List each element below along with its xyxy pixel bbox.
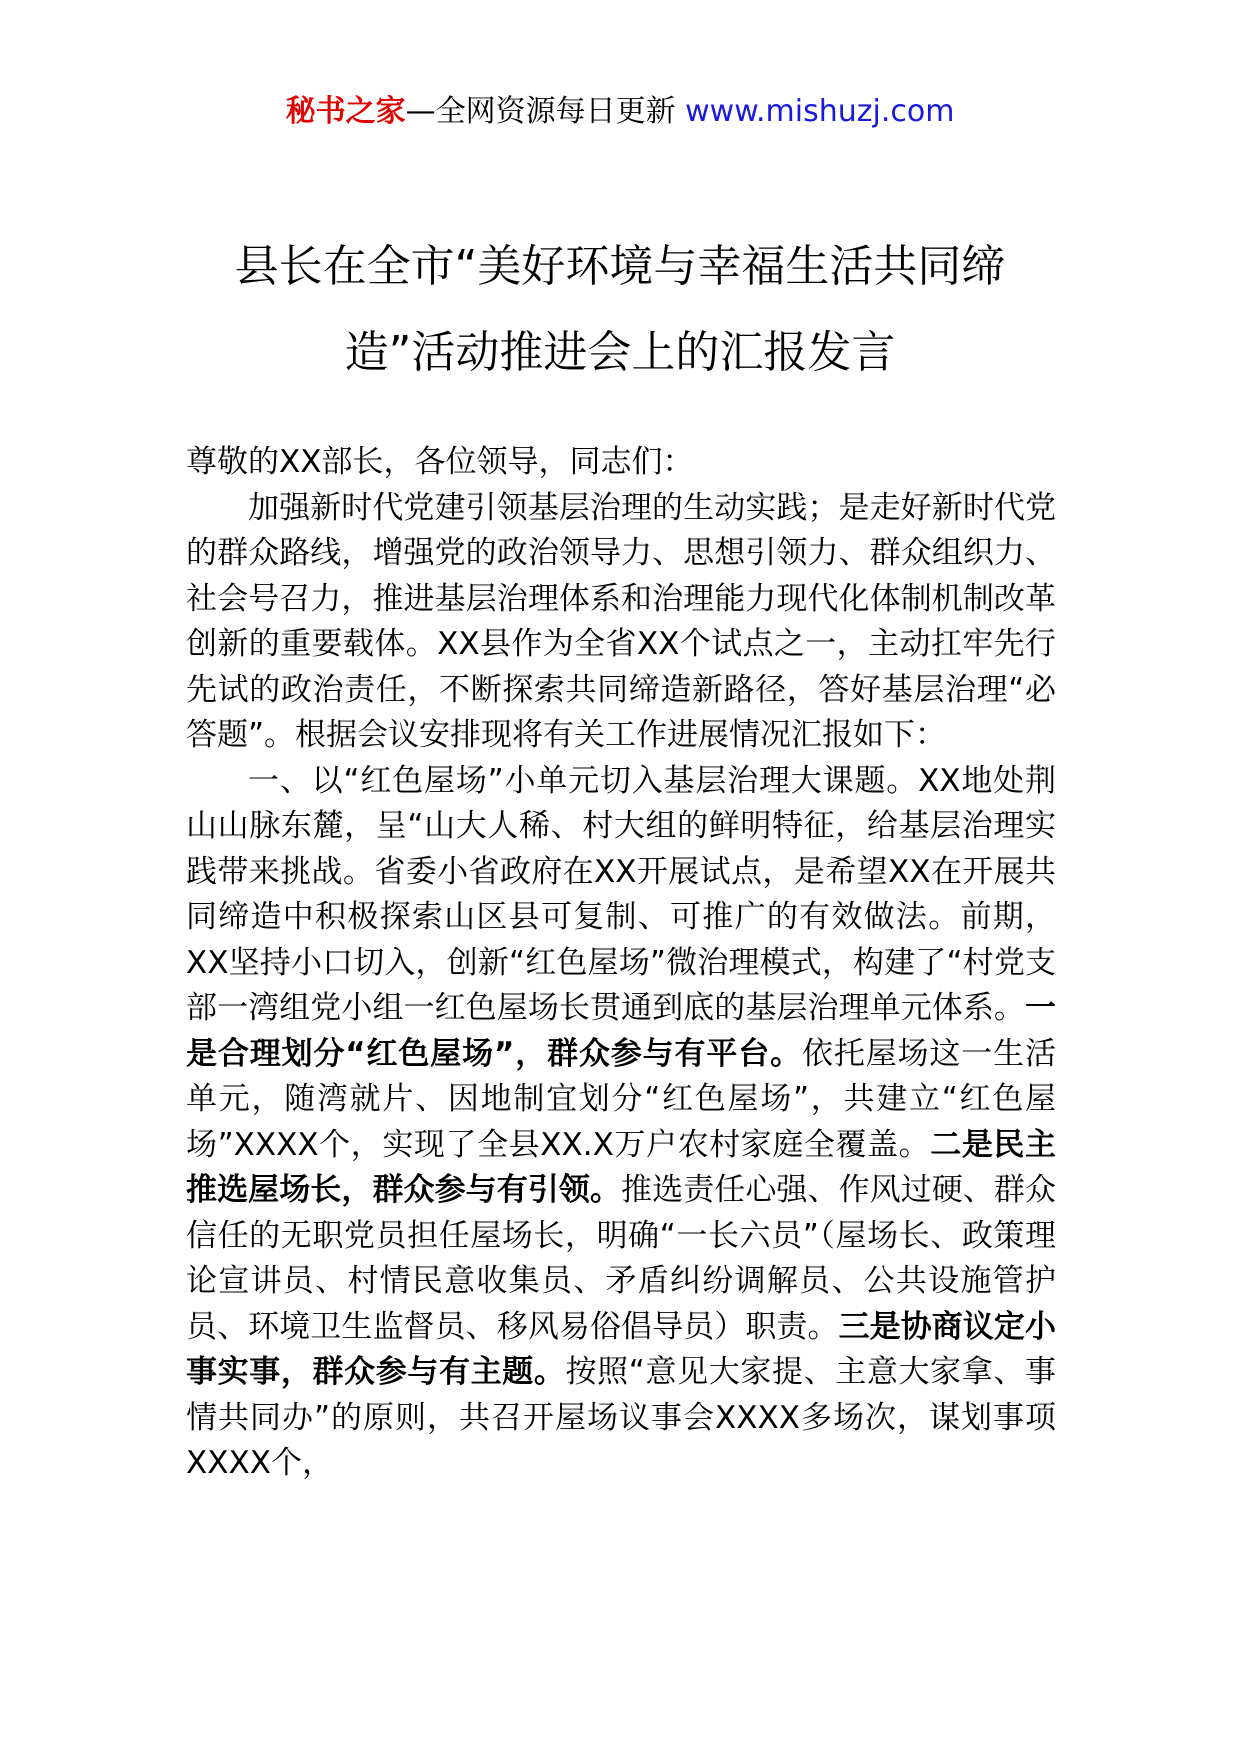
section-one-text-1: 一、以“红色屋场”小单元切入基层治理大课题。XX地处荆山山脉东麓，呈“山大人稀、村大组的鲜明特征，给基层治理实践带来挑战。省委小省政府在XX开展试点，是希望XX在开展共同缔造中积极探索山区县可复制、可推广的有效做法。前期，XX坚持小口切入，创新“红色屋场”微治理模式，构建了“村党支部一湾组党小组一红色屋场长贯通到底的基层治理单元体系。 xyxy=(186,762,1056,1026)
document-title xyxy=(160,224,1080,396)
salutation: 尊敬的XX部长，各位领导，同志们： xyxy=(186,444,694,480)
section-one-text-3: 推选责任心强、作风过硬、群众信任的无职党员担任屋场长，明确“一长六员”（屋场长、政策理论宣讲员、村情民意收集员、矛盾纠纷调解员、公共设施管护员、环境卫生监督员、移风易俗倡导员）职责。 xyxy=(186,1172,1057,1345)
section-one-text-2: 依托屋场这一生活单元，随湾就片、因地制宜划分“红色屋场”，共建立“红色屋场”XXXX个，实现了全县XX.X万户农村家庭全覆盖。 xyxy=(186,1035,1056,1163)
section-one-paragraph xyxy=(186,759,1056,1487)
brand-name: 秘书之家 xyxy=(285,94,406,129)
intro-paragraph: 加强新时代党建引领基层治理的生动实践；是走好新时代党的群众路线，增强党的政治领导力、思想引领力、群众组织力、社会号召力，推进基层治理体系和治理能力现代化体制机制改革创新的重要载体。XX县作为全省XX个试点之一，主动扛牢先行先试的政治责任，不断探索共同缔造新路径，答好基层治理“必答题”。根据会议安排现将有关工作进展情况汇报如下： xyxy=(186,489,1056,753)
site-url-link[interactable]: www.mishuzj.com xyxy=(685,94,955,129)
title-line-2: 造”活动推进会上的汇报发言 xyxy=(344,327,896,378)
title-line-1: 县长在全市“美好环境与幸福生活共同缔 xyxy=(234,241,1006,292)
section-one-point-1: 一是合理划分“红色屋场”，群众参与有平台。 xyxy=(186,990,1056,1072)
document-body xyxy=(186,440,1056,1487)
section-one-text-4: 按照“意见大家提、主意大家拿、事情共同办”的原则，共召开屋场议事会XXXX多场次，谋划事项XXXX个， xyxy=(186,1354,1056,1481)
section-one-point-3: 三是协商议定小事实事，群众参与有主题。 xyxy=(186,1308,1057,1390)
section-one-point-2: 二是民主推选屋场长，群众参与有引领。 xyxy=(186,1126,1057,1208)
site-header xyxy=(0,92,1240,132)
header-slogan: —全网资源每日更新 xyxy=(405,94,676,129)
